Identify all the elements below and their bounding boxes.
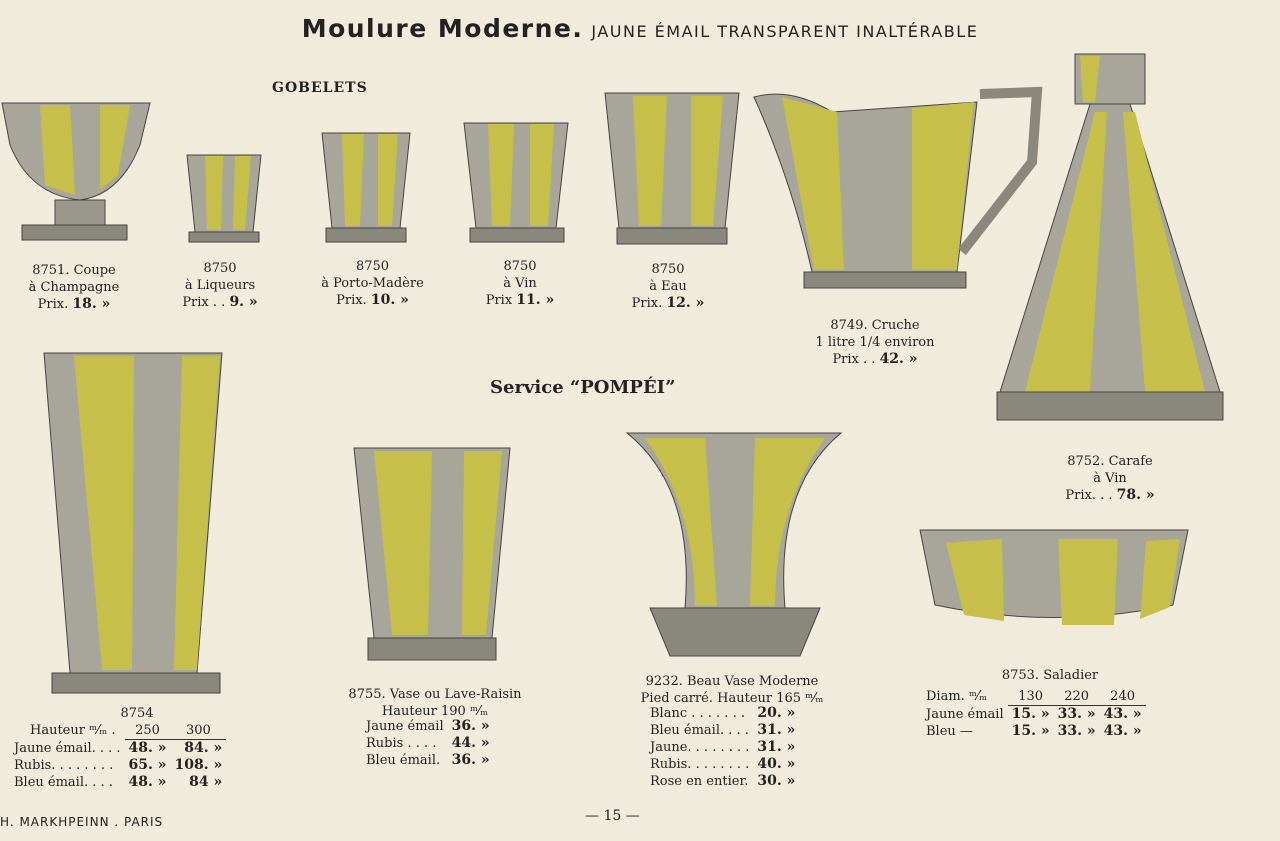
table-row: Bleu émail. . . . 31. » — [650, 722, 796, 738]
vin-caption: 8750 à Vin Prix 11. » — [485, 259, 555, 308]
saladier-illustration — [918, 525, 1190, 637]
verre-vin-illustration — [462, 118, 570, 245]
table-row: Rubis . . . . 44. » — [366, 735, 490, 751]
cruche-price: 42. » — [879, 351, 918, 367]
publisher-footer: H. MARKHPEINN . PARIS — [0, 815, 164, 829]
table-row: Rose en entier. 30. » — [650, 773, 796, 789]
vase9232-caption: 9232. Beau Vase Moderne Pied carré. Hauteur 165 ᵐ⁄ₘ — [640, 674, 824, 706]
table-row: Bleu — 15. » 33. » 43. » — [926, 723, 1142, 739]
coupe-price: 18. » — [72, 296, 111, 312]
cruche-caption: 8749. Cruche 1 litre 1/4 environ Prix . . 42. » — [815, 318, 935, 367]
liqueurs-price: 9. » — [229, 294, 258, 310]
porto-price: 10. » — [370, 292, 409, 308]
table-row: Jaune émail 36. » — [366, 718, 490, 734]
vase8754-ref: 8754 — [120, 706, 154, 721]
vase8755-price-table — [362, 718, 494, 769]
carafe-illustration — [995, 52, 1225, 424]
liqueurs-caption: 8750 à Liqueurs Prix . . 9. » — [182, 261, 258, 310]
table-row: Rubis. . . . . . . . 40. » — [650, 756, 796, 772]
table-row: Bleu émail. . . . 48. » 84 » — [14, 774, 223, 790]
carafe-caption: 8752. Carafe à Vin Prix. . . 78. » — [1065, 454, 1155, 503]
verre-porto-illustration — [320, 128, 412, 245]
page-number: — 15 — — [585, 808, 640, 824]
eau-caption: 8750 à Eau Prix. 12. » — [631, 262, 705, 311]
carafe-price: 78. » — [1116, 487, 1155, 503]
catalog-title: Moulure Moderne. — [301, 14, 584, 43]
table-row: Bleu émail. 36. » — [366, 752, 490, 768]
porto-caption: 8750 à Porto-Madère Prix. 10. » — [321, 259, 424, 308]
table-row: Jaune. . . . . . . . 31. » — [650, 739, 796, 755]
section-pompei: Service “POMPÉI” — [490, 377, 676, 398]
saladier-price-table: Diam. ᵐ⁄ₘ 130 220 240 Jaune émail 15. » 33. » 43. » Bleu — 15. » 33. » 43. » — [922, 688, 1146, 740]
catalog-subtitle: JAUNE ÉMAIL TRANSPARENT INALTÉRABLE — [591, 22, 979, 41]
vase-8755-illustration — [352, 443, 512, 665]
vin-price: 11. » — [516, 292, 555, 308]
coupe-caption: 8751. Coupe à Champagne Prix. 18. » — [28, 263, 120, 312]
vase8754-price-table: Hauteur ᵐ⁄ₘ . 250 300 Jaune émail. . . . 48. » 84. » Rubis. . . . . . . . 65. » 108. » Bleu émail. . . . 48. » 84 » — [10, 722, 226, 791]
saladier-caption: 8753. Saladier — [1001, 668, 1099, 683]
vase-9232-illustration — [625, 428, 843, 660]
section-gobelets: GOBELETS — [272, 80, 368, 96]
vase8755-caption: 8755. Vase ou Lave-Raisin Hauteur 190 ᵐ⁄ₘ — [348, 687, 522, 719]
verre-eau-illustration — [603, 88, 741, 248]
coupe-champagne-illustration — [0, 95, 155, 245]
vase9232-price-table — [646, 705, 799, 790]
verre-liqueurs-illustration — [185, 150, 263, 245]
table-row: Rubis. . . . . . . . 65. » 108. » — [14, 757, 223, 773]
table-row: Blanc . . . . . . . 20. » — [650, 705, 796, 721]
table-row: Jaune émail. . . . 48. » 84. » — [14, 740, 223, 756]
table-row: Jaune émail 15. » 33. » 43. » — [926, 706, 1142, 722]
page-title — [0, 14, 1280, 43]
eau-price: 12. » — [666, 295, 705, 311]
vase-8754-illustration — [42, 348, 224, 698]
